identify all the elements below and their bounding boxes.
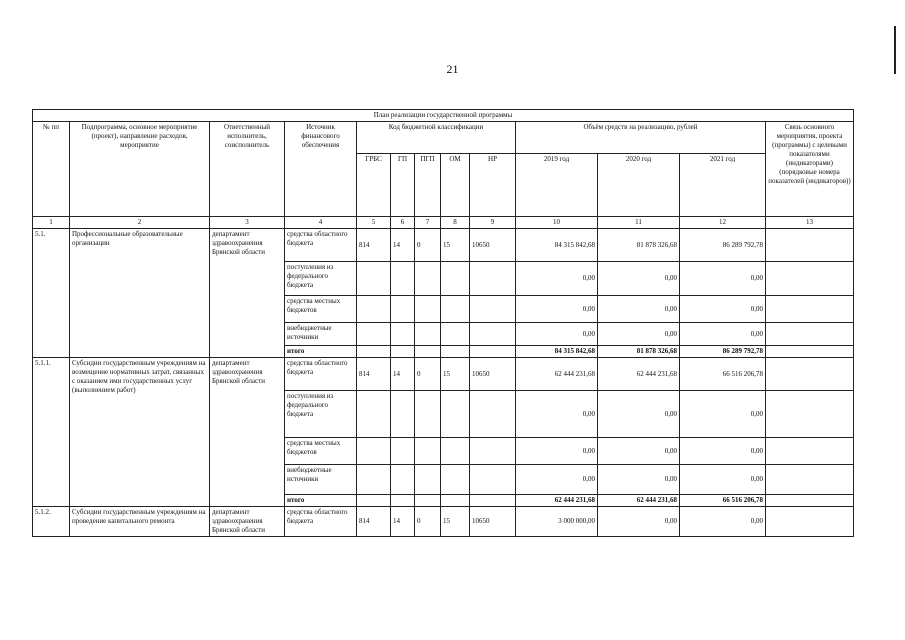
header-volume: Объём средств на реализацию, рублей <box>516 122 766 154</box>
code-om: 15 <box>441 229 470 262</box>
amount-2019: 0,00 <box>516 465 598 495</box>
indicator-link-cell <box>766 346 854 358</box>
total-code-empty <box>441 495 470 507</box>
code-gp <box>391 262 415 296</box>
total-code-empty <box>470 346 516 358</box>
col-number: 13 <box>766 217 854 229</box>
header-om: ОМ <box>441 154 470 217</box>
total-code-empty <box>357 495 391 507</box>
indicator-link-cell <box>766 358 854 391</box>
total-code-empty <box>415 495 441 507</box>
amount-2021: 0,00 <box>680 391 766 438</box>
amount-2020: 0,00 <box>598 507 680 537</box>
amount-2020: 0,00 <box>598 438 680 465</box>
col-number: 6 <box>391 217 415 229</box>
code-om <box>441 323 470 346</box>
total-code-empty <box>415 346 441 358</box>
code-om <box>441 296 470 323</box>
code-grbs <box>357 465 391 495</box>
amount-2020: 0,00 <box>598 296 680 323</box>
code-np <box>470 438 516 465</box>
section-name: Субсидии государственным учреждениям на возмещение нормативных затрат, связанных с оказанием ими государственных услуг (выполнением работ) <box>70 358 210 507</box>
total-amount-2021: 66 516 206,78 <box>680 495 766 507</box>
code-pgp <box>415 323 441 346</box>
page-number: 21 <box>446 62 459 76</box>
funding-source: средства местных бюджетов <box>285 438 357 465</box>
code-gp: 14 <box>391 358 415 391</box>
code-pgp <box>415 296 441 323</box>
header-num: № пп <box>33 122 70 217</box>
code-grbs <box>357 391 391 438</box>
header-2019: 2019 год <box>516 154 598 217</box>
header-np: НР <box>470 154 516 217</box>
funding-source: поступления из федерального бюджета <box>285 391 357 438</box>
col-number: 1 <box>33 217 70 229</box>
col-number: 3 <box>210 217 285 229</box>
amount-2020: 62 444 231,68 <box>598 358 680 391</box>
total-amount-2021: 86 289 792,78 <box>680 346 766 358</box>
amount-2019: 0,00 <box>516 391 598 438</box>
code-gp <box>391 296 415 323</box>
col-number: 12 <box>680 217 766 229</box>
total-amount-2020: 81 878 326,68 <box>598 346 680 358</box>
code-gp <box>391 438 415 465</box>
code-grbs <box>357 323 391 346</box>
amount-2021: 0,00 <box>680 296 766 323</box>
scan-edge-mark <box>894 26 896 74</box>
code-np <box>470 296 516 323</box>
table-row <box>33 507 854 537</box>
code-grbs: 814 <box>357 358 391 391</box>
col-number: 5 <box>357 217 391 229</box>
code-np <box>470 465 516 495</box>
code-grbs: 814 <box>357 229 391 262</box>
table-row <box>33 358 854 391</box>
code-om: 15 <box>441 507 470 537</box>
funding-source: средства местных бюджетов <box>285 296 357 323</box>
code-np: 10650 <box>470 229 516 262</box>
table-title: План реализации государственной программы <box>33 110 854 122</box>
funding-source: внебюджетные источники <box>285 465 357 495</box>
section-name: Субсидии государственным учреждениям на проведение капитального ремонта <box>70 507 210 537</box>
amount-2021: 0,00 <box>680 465 766 495</box>
code-np <box>470 391 516 438</box>
header-link: Связь основного мероприятия, проекта (программы) с целевыми показателями (индикаторами) (порядковые номера показателей (индикаторов)) <box>766 122 854 217</box>
col-number: 11 <box>598 217 680 229</box>
code-gp <box>391 465 415 495</box>
code-om: 15 <box>441 358 470 391</box>
total-code-empty <box>470 495 516 507</box>
amount-2021: 0,00 <box>680 507 766 537</box>
header-subprogram: Подпрограмма, основное мероприятие (проект), направление расходов, мероприятие <box>70 122 210 217</box>
code-gp <box>391 323 415 346</box>
code-np: 10650 <box>470 358 516 391</box>
code-grbs <box>357 262 391 296</box>
code-om <box>441 465 470 495</box>
code-grbs <box>357 296 391 323</box>
section-executor: департамент здравоохранения Брянской области <box>210 229 285 358</box>
header-gp: ГП <box>391 154 415 217</box>
funding-source: средства областного бюджета <box>285 358 357 391</box>
amount-2021: 0,00 <box>680 438 766 465</box>
header-pgp: ПГП <box>415 154 441 217</box>
amount-2021: 86 289 792,78 <box>680 229 766 262</box>
code-grbs: 814 <box>357 507 391 537</box>
col-number: 2 <box>70 217 210 229</box>
code-om <box>441 438 470 465</box>
total-amount-2019: 84 315 842,68 <box>516 346 598 358</box>
table-row <box>33 229 854 262</box>
header-executor: Ответственный исполнитель, соисполнитель <box>210 122 285 217</box>
total-code-empty <box>391 346 415 358</box>
amount-2021: 66 516 206,78 <box>680 358 766 391</box>
amount-2020: 81 878 326,68 <box>598 229 680 262</box>
header-2020: 2020 год <box>598 154 680 217</box>
indicator-link-cell <box>766 296 854 323</box>
indicator-link-cell <box>766 438 854 465</box>
code-om <box>441 391 470 438</box>
amount-2019: 62 444 231,68 <box>516 358 598 391</box>
amount-2019: 84 315 842,68 <box>516 229 598 262</box>
funding-source: внебюджетные источники <box>285 323 357 346</box>
col-number: 4 <box>285 217 357 229</box>
budget-plan-table <box>32 109 854 537</box>
section-number: 5.1. <box>33 229 70 358</box>
code-pgp: 0 <box>415 358 441 391</box>
section-name: Профессиональные образовательные организации <box>70 229 210 358</box>
indicator-link-cell <box>766 262 854 296</box>
code-pgp: 0 <box>415 229 441 262</box>
col-number: 7 <box>415 217 441 229</box>
code-pgp <box>415 262 441 296</box>
amount-2020: 0,00 <box>598 465 680 495</box>
code-gp: 14 <box>391 229 415 262</box>
section-number: 5.1.2. <box>33 507 70 537</box>
funding-source: поступления из федерального бюджета <box>285 262 357 296</box>
amount-2019: 0,00 <box>516 438 598 465</box>
amount-2020: 0,00 <box>598 323 680 346</box>
indicator-link-cell <box>766 229 854 262</box>
funding-source: средства областного бюджета <box>285 507 357 537</box>
code-pgp <box>415 465 441 495</box>
code-gp: 14 <box>391 507 415 537</box>
total-code-empty <box>391 495 415 507</box>
col-number: 8 <box>441 217 470 229</box>
code-pgp <box>415 391 441 438</box>
section-number: 5.1.1. <box>33 358 70 507</box>
section-executor: департамент здравоохранения Брянской области <box>210 507 285 537</box>
total-amount-2019: 62 444 231,68 <box>516 495 598 507</box>
code-gp <box>391 391 415 438</box>
header-source: Источник финансового обеспечения <box>285 122 357 217</box>
total-label: итого <box>285 346 357 358</box>
amount-2019: 0,00 <box>516 296 598 323</box>
total-label: итого <box>285 495 357 507</box>
amount-2020: 0,00 <box>598 391 680 438</box>
code-np <box>470 262 516 296</box>
indicator-link-cell <box>766 507 854 537</box>
header-grbs: ГРБС <box>357 154 391 217</box>
code-om <box>441 262 470 296</box>
col-number: 9 <box>470 217 516 229</box>
code-pgp <box>415 438 441 465</box>
code-grbs <box>357 438 391 465</box>
header-budget-code: Код бюджетной классификации <box>357 122 516 154</box>
amount-2020: 0,00 <box>598 262 680 296</box>
total-amount-2020: 62 444 231,68 <box>598 495 680 507</box>
amount-2019: 3 000 000,00 <box>516 507 598 537</box>
total-code-empty <box>441 346 470 358</box>
code-np <box>470 323 516 346</box>
amount-2019: 0,00 <box>516 262 598 296</box>
column-number-row <box>33 217 854 229</box>
total-code-empty <box>357 346 391 358</box>
funding-source: средства областного бюджета <box>285 229 357 262</box>
header-2021: 2021 год <box>680 154 766 217</box>
code-pgp: 0 <box>415 507 441 537</box>
indicator-link-cell <box>766 465 854 495</box>
code-np: 10650 <box>470 507 516 537</box>
amount-2021: 0,00 <box>680 323 766 346</box>
amount-2019: 0,00 <box>516 323 598 346</box>
indicator-link-cell <box>766 391 854 438</box>
indicator-link-cell <box>766 495 854 507</box>
amount-2021: 0,00 <box>680 262 766 296</box>
col-number: 10 <box>516 217 598 229</box>
indicator-link-cell <box>766 323 854 346</box>
section-executor: департамент здравоохранения Брянской области <box>210 358 285 507</box>
